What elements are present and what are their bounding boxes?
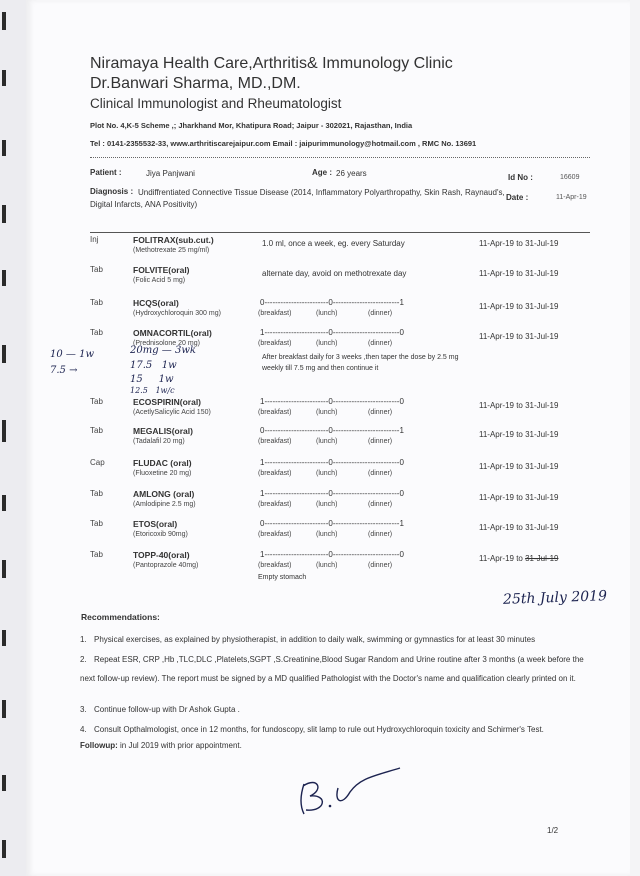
medication-duration: 11-Apr-19 to 31-Jul-19 [479,462,559,471]
medication-note: After breakfast daily for 3 weeks ,then taper the dose by 2.5 mg weekly till 7.5 mg and then continue it [262,354,459,372]
dose-schedule: 1------------------------0-------------------------0 [260,397,404,406]
breakfast-label: (breakfast) [258,470,292,477]
medication-instructions: 1.0 ml, once a week, eg. every Saturday [262,239,405,248]
handwritten-line: 10 — 1w [50,349,95,360]
age-value: 26 years [336,169,367,178]
handwritten-line: 7.5 → [50,365,78,376]
recommendation-item: 3. Continue follow-up with Dr Ashok Gupta . [80,705,240,714]
dose-schedule: 0------------------------0-------------------------1 [260,298,404,307]
dose-schedule: 0------------------------0-------------------------1 [260,426,404,435]
recommendation-item: 4. Consult Opthalmologist, once in 12 months, for fundoscopy, slit lamp to rule out Hydroxychloroquin toxicity and Schirmer's Test. [80,725,544,734]
lunch-label: (lunch) [316,310,338,317]
medication-form: Inj [90,235,99,244]
medication-composition: (Methotrexate 25 mg/ml) [133,247,210,254]
dinner-label: (dinner) [368,531,393,538]
medication-duration: 11-Apr-19 to 31-Jul-19 [479,401,559,410]
medication-duration: 11-Apr-19 to 31-Jul-19 [479,493,559,502]
lunch-label: (lunch) [316,409,338,416]
followup [80,741,242,750]
diagnosis-label: Diagnosis : [90,187,134,196]
handwritten-date: 25th July 2019 [502,588,608,608]
page-number: 1/2 [547,826,559,835]
doctor-designation: Clinical Immunologist and Rheumatologist [90,96,342,111]
medication-row [0,550,640,588]
date-label: Date : [506,193,529,202]
tel-value: 0141-2355532-33, www.arthritiscarejaipur.com Email : jaipurimmunology@hotmail.com , RMC No. 13691 [106,139,477,148]
medication-composition: (AcetlySalicylic Acid 150) [133,409,211,416]
medication-duration: 11-Apr-19 to 31-Jul-19 [479,302,559,311]
medication-name: HCQS(oral) [133,298,179,308]
dose-schedule: 1------------------------0-------------------------0 [260,458,404,467]
patient-divider [90,232,590,233]
breakfast-label: (breakfast) [258,409,292,416]
medication-composition: (Etoricoxib 90mg) [133,531,188,538]
medication-duration: 11-Apr-19 to 31-Jul-19 [479,332,559,341]
handwritten-line: 17.5 1w [130,360,177,371]
medication-composition: (Amlodipine 2.5 mg) [133,501,196,508]
dinner-label: (dinner) [368,310,393,317]
header-divider [90,157,590,158]
lunch-label: (lunch) [316,562,338,569]
medication-form: Cap [90,458,105,467]
dose-schedule: 1------------------------0-------------------------0 [260,550,404,559]
medication-duration: 11-Apr-19 to 31-Jul-19 [479,239,559,248]
svg-text:B.S: B.S [290,820,292,821]
lunch-label: (lunch) [316,438,338,445]
dose-schedule: 1------------------------0-------------------------0 [260,489,404,498]
lunch-label: (lunch) [316,501,338,508]
lunch-label: (lunch) [316,531,338,538]
medication-form: Tab [90,265,103,274]
recommendations-title: Recommendations: [81,612,160,622]
medication-form: Tab [90,489,103,498]
lunch-label: (lunch) [316,340,338,347]
medication-duration: 11-Apr-19 to 31-Jul-19 [479,269,559,278]
clinic-address: Plot No. 4,K-5 Scheme ,; Jharkhand Mor, Khatipura Road; Jaipur - 302021, Rajasthan, India [90,121,413,130]
medication-duration: 11-Apr-19 to 31-Jul-19 [479,523,559,532]
medication-row [0,328,640,372]
medication-form: Tab [90,519,103,528]
medication-instructions: alternate day, avoid on methotrexate day [262,269,407,278]
medication-name: MEGALIS(oral) [133,426,193,436]
dinner-label: (dinner) [368,438,393,445]
medication-name: ETOS(oral) [133,519,178,529]
dinner-label: (dinner) [368,501,393,508]
clinic-contact [90,139,476,148]
doctor-name: Dr.Banwari Sharma, MD.,DM. [90,75,301,92]
dose-schedule: 1------------------------0-------------------------0 [260,328,404,337]
recommendation-item: 2. Repeat ESR, CRP ,Hb ,TLC,DLC ,Platelets,SGPT ,S.Creatinine,Blood Sugar Random and Urine routine after 3 months (a week before the next follow-up review). The report must be signed by a MD qualified Pathologist with the Doctor's name and qualification clearly printed on it. [80,655,584,683]
medication-name: OMNACORTIL(oral) [133,328,212,338]
date-value: 11-Apr-19 [556,194,587,201]
medication-form: Tab [90,426,103,435]
breakfast-label: (breakfast) [258,562,292,569]
patient-label: Patient : [90,168,122,177]
age-label: Age : [312,168,332,177]
breakfast-label: (breakfast) [258,340,292,347]
medication-name: FOLVITE(oral) [133,265,190,275]
medication-composition: (Pantoprazole 40mg) [133,562,199,569]
clinic-name: Niramaya Health Care,Arthritis& Immunology Clinic [90,55,453,72]
diagnosis-value: Undiffrentiated Connective Tissue Disease (2014, Inflammatory Polyarthropathy, Skin Rash, Raynaud's, Digital Infarcts, ANA Positivity) [90,188,505,209]
medication-form: Tab [90,550,103,559]
followup-value: in Jul 2019 with prior appointment. [120,741,242,750]
id-value: 16609 [560,174,580,181]
medication-composition: (Prednisolone 20 mg) [133,340,200,347]
medication-duration: 11-Apr-19 to 31-Jul-19 [479,430,559,439]
medication-form: Tab [90,397,103,406]
dinner-label: (dinner) [368,409,393,416]
medication-name: AMLONG (oral) [133,489,195,499]
handwritten-line: 15 1w [130,374,174,385]
medication-name: FOLITRAX(sub.cut.) [133,235,214,245]
patient-name: Jiya Panjwani [146,169,195,178]
breakfast-label: (breakfast) [258,310,292,317]
lunch-label: (lunch) [316,470,338,477]
medication-composition: (Tadalafil 20 mg) [133,438,185,445]
breakfast-label: (breakfast) [258,438,292,445]
dinner-label: (dinner) [368,340,393,347]
doctor-signature [290,762,420,822]
medication-note: Empty stomach [258,574,307,581]
id-label: Id No : [508,173,533,182]
medication-composition: (Fluoxetine 20 mg) [133,470,192,477]
dinner-label: (dinner) [368,470,393,477]
handwritten-line: 12.5 1w/c [130,386,175,395]
dinner-label: (dinner) [368,562,393,569]
medication-name: ECOSPIRIN(oral) [133,397,202,407]
breakfast-label: (breakfast) [258,531,292,538]
medication-name: TOPP-40(oral) [133,550,190,560]
recommendation-item: 1. Physical exercises, as explained by physiotherapist, in addition to daily walk, swimming or gymnastics for at least 30 minutes [80,635,536,644]
medication-composition: (Folic Acid 5 mg) [133,277,186,284]
medication-name: FLUDAC (oral) [133,458,192,468]
handwritten-line: 20mg — 3wk [130,345,196,356]
medication-composition: (Hydroxychloroquin 300 mg) [133,310,221,317]
medication-form: Tab [90,298,103,307]
struck-end-date: 31-Jul-19 [525,554,559,563]
medication-duration: 11-Apr-19 to 31-Jul-19 [479,554,559,563]
breakfast-label: (breakfast) [258,501,292,508]
dose-schedule: 0------------------------0-------------------------1 [260,519,404,528]
medication-form: Tab [90,328,103,337]
followup-label: Followup: [80,741,118,750]
tel-label: Tel : [90,139,105,148]
